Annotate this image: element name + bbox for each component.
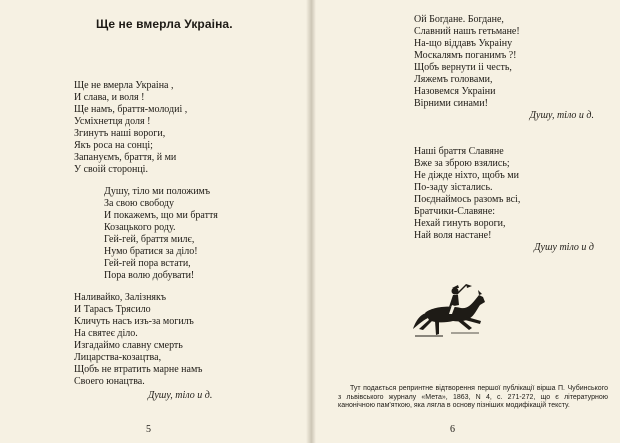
poem-line: Ляжемъ головами,	[414, 74, 493, 85]
poem-line: Щобъ не втратить марне намъ	[74, 364, 203, 375]
poem-line: На святеє діло.	[74, 328, 138, 339]
poem-line: Кличуть насъ изъ-за могилъ	[74, 316, 194, 327]
page-number: 5	[146, 424, 151, 435]
poem-line: Якъ роса на сонці;	[74, 140, 153, 151]
poem-line: Наші браття Славяне	[414, 146, 504, 157]
poem-line: Най воля настане!	[414, 230, 492, 241]
poem-line: Ой Богдане. Богдане,	[414, 14, 504, 25]
poem-line: Козацького роду.	[104, 222, 176, 233]
poem-line: И Тарасъ Трясило	[74, 304, 151, 315]
stanza-2	[104, 186, 218, 282]
poem-title: Ще не вмерла Украіна.	[96, 17, 233, 31]
poem-line: Гей-гей, браття милє,	[104, 234, 195, 245]
poem-line: Братчики-Славяне:	[414, 206, 496, 217]
poem-line: Щобъ вернути іі честь,	[414, 62, 512, 73]
poem-line: Назовемся Украіни	[414, 86, 496, 97]
poem-line: За свою свободу	[104, 198, 174, 209]
poem-line: Москалямъ поганимъ ?!	[414, 50, 517, 61]
stanza-3	[74, 292, 202, 388]
poem-line: Усміхнетця доля !	[74, 116, 151, 127]
right-page	[316, 0, 620, 443]
poem-line: Запануємъ, браття, й ми	[74, 152, 177, 163]
poem-line: Славний нашъ гетьмане!	[414, 26, 520, 37]
poem-line: Гей-гей пора встати,	[104, 258, 191, 269]
poem-line: Не діжде ніхто, щобъ ми	[414, 170, 519, 181]
poem-line: И покажемъ, що ми браття	[104, 210, 218, 221]
cossack-rider-icon	[409, 283, 494, 343]
page-number: 6	[450, 424, 455, 435]
poem-line: Нехай гинуть вороги,	[414, 218, 506, 229]
poem-line: Нумо братися за діло!	[104, 246, 198, 257]
poem-line: Лицарства-козацтва,	[74, 352, 162, 363]
poem-line: Своего юнацтва.	[74, 376, 145, 387]
poem-line: Наливайко, Залізнякъ	[74, 292, 167, 303]
poem-line: Душу, тіло ми положимъ	[104, 186, 211, 197]
refrain-line: Душу, тіло и д.	[148, 390, 213, 401]
refrain-line: Душу тіло и д	[534, 242, 594, 253]
left-page	[0, 0, 306, 443]
poem-line: Згинутъ наші вороги,	[74, 128, 166, 139]
editorial-note	[338, 385, 608, 411]
page-fold	[306, 0, 316, 443]
stanza-4	[414, 14, 594, 122]
stanza-5	[414, 146, 594, 254]
poem-line: Вірними синами!	[414, 98, 488, 109]
poem-line: Пора волю добувати!	[104, 270, 195, 281]
stanza-1	[74, 80, 187, 176]
poem-line: Изгадаймо славну смерть	[74, 340, 183, 351]
poem-line: Ще не вмерла Украіна ,	[74, 80, 174, 91]
poem-line: Вже за зброю взялись;	[414, 158, 510, 169]
poem-line: Ще намъ, браття-молодиі ,	[74, 104, 188, 115]
poem-line: По-заду зістались.	[414, 182, 493, 193]
poem-line: И слава, и воля !	[74, 92, 145, 103]
note-text: Тут подається репринтне відтворення першої публікації вірша П. Чубинського з львівського журналу «Мета», 1863, N 4, с. 271-272, що є літературною канонічною пам'яткою, яка лягла в основу пізніших модифікацій тексту.	[338, 385, 608, 409]
poem-line: Поєднаймось разомъ всі,	[414, 194, 521, 205]
poem-line: У своій сторонці.	[74, 164, 148, 175]
poem-line: На-що віддавъ Украіну	[414, 38, 513, 49]
refrain-line: Душу, тіло и д.	[529, 110, 594, 121]
